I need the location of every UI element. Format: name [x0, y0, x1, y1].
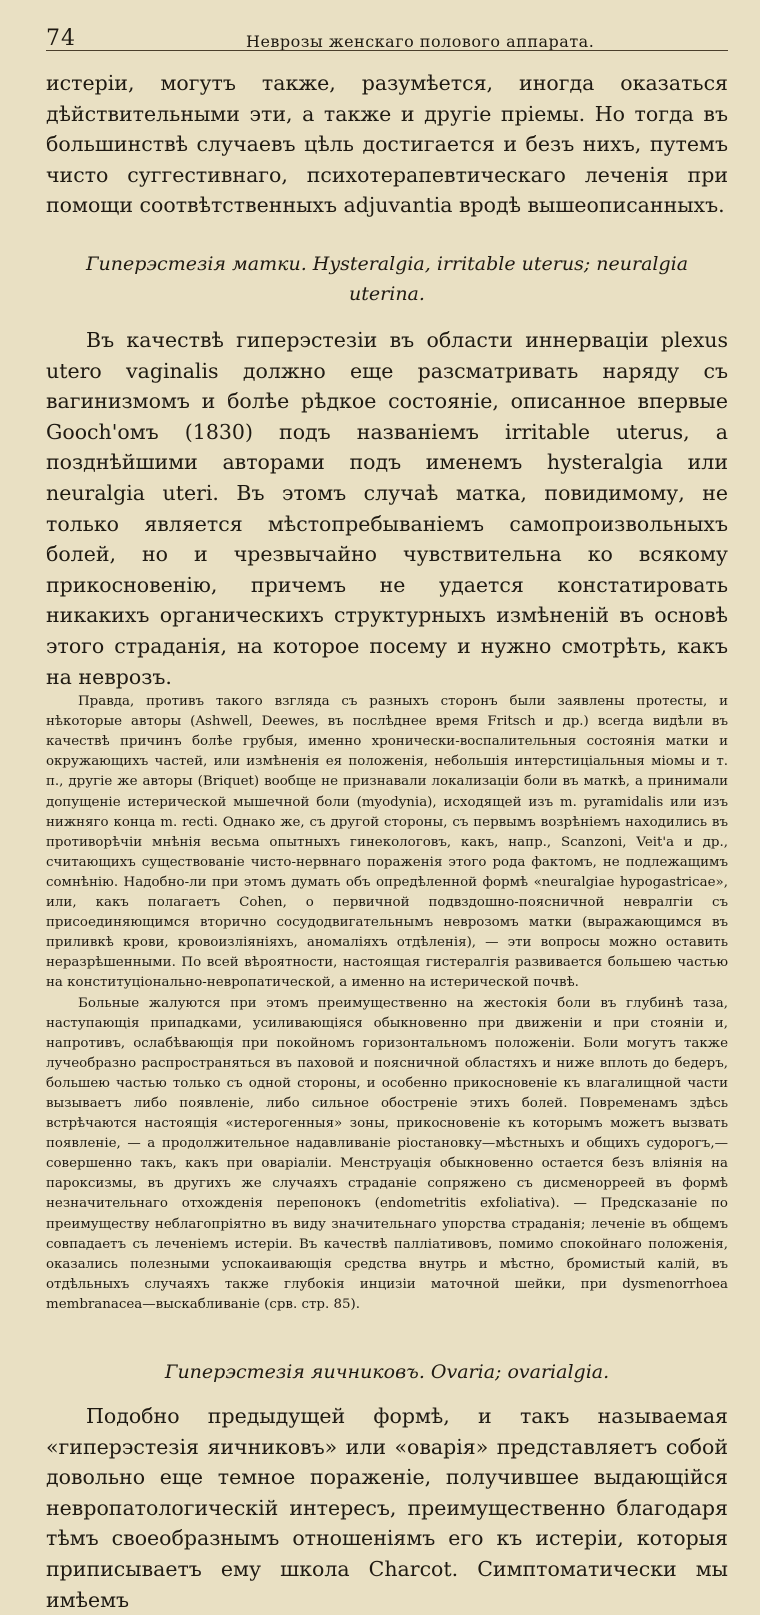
section-heading-ovaria: Гиперэстезія яичниковъ. Ovaria; ovarialgia. — [164, 1361, 610, 1383]
running-title: Неврозы женскаго полового аппарата. — [246, 32, 595, 51]
smallprint-paragraph-1: Правда, противъ такого взгляда съ разныхъ сторонъ были заявлены протесты, и нѣкоторые авторы (Ashwell, Deewes, въ послѣднее время Fritsch и др.) всегда видѣли въ качествѣ причинъ болѣе грубыя, именно хронически-воспалительныя состоянія матки и окружающихъ частей, или измѣненія ея положенія, небольшія интерстиціальныя міомы и т. п., другіе же авторы (Briquet) вообще не признавали локализаціи боли въ маткѣ, а принимали допущеніе истерической мышечной боли (myodynia), исходящей изъ m. pyramidalis или изъ нижняго конца m. recti. Однако же, съ другой стороны, съ первымъ возрѣніемъ находились въ противорѣчіи мнѣнія весьма опытныхъ гинекологовъ, какъ, напр., Scanzoni, Veit'а и др., считающихъ существованіе чисто-нервнаго пораженія этого рода фактомъ, не подлежащимъ сомнѣнію. Надобно-ли при этомъ думать объ опредѣленной формѣ «neuralgiae hypogastricae», или, какъ полагаетъ Cohen, о первичной подвздошно-поясничной невралгіи съ присоединяющимся вторично сосудодвигательнымъ неврозомъ матки (выражающимся въ приливкѣ крови, кровоизліяніяхъ, аномаліяхъ отдѣленія), — эти вопросы можно оставить неразрѣшенными. По всей вѣроятности, настоящая гистералгія развивается большею частью на конституціонально-невропатической, а именно на истерической почвѣ. — [46, 694, 728, 991]
paragraph-hysteralgia: Въ качествѣ гиперэстезіи въ области иннерваціи plexus utero vaginalis должно еще разсматривать наряду съ вагинизмомъ и болѣе рѣдкое состояніе, описанное впервые Gooch'омъ (1830) подъ названіемъ irritable uterus, а позднѣйшими авторами подъ именемъ hysteralgia или neuralgia uteri. Въ этомъ случаѣ матка, повидимому, не только является мѣстопребываніемъ самопроизвольныхъ болей, но и чрезвычайно чувствительна ко всякому прикосновенію, причемъ не удается констатировать никакихъ органическихъ структурныхъ измѣненій въ основѣ этого страданія, на которое посему и нужно смотрѣть, какъ на неврозъ. — [46, 327, 728, 689]
header-rule — [46, 50, 728, 51]
page-body — [46, 68, 728, 1615]
paragraph-ovaria: Подобно предыдущей формѣ, и такъ называемая «гиперэстезія яичниковъ» или «оварія» представляетъ собой довольно еще темное пораженіе, получившее выдающійся невропатологическій интересъ, преимущественно благодаря тѣмъ своеобразнымъ отношеніямъ его къ истеріи, которыя приписываетъ ему школа Charcot. Симптоматически мы имѣемъ — [46, 1404, 728, 1612]
section-heading-hysteralgia: Гиперэстезія матки. Hysteralgia, irritable uterus; neuralgia uterina. — [85, 252, 689, 305]
paragraph-continuation: истеріи, могутъ также, разумѣется, иногда оказаться дѣйствительными эти, а также и другіе пріемы. Но тогда въ большинствѣ случаевъ цѣль достигается и безъ нихъ, путемъ чисто суггестивнаго, психотерапевтическаго леченія при помощи соотвѣтственныхъ adjuvantia вродѣ вышеописанныхъ. — [46, 71, 728, 218]
page-number: 74 — [46, 26, 76, 51]
page-header — [46, 26, 728, 56]
smallprint-paragraph-2: Больные жалуются при этомъ преимущественно на жестокія боли въ глубинѣ таза, наступающія припадками, усиливающіяся обыкновенно при движеніи и при стояніи и, напротивъ, ослабѣвающія при покойномъ горизонтальномъ положеніи. Боли могутъ также лучеобразно распространяться въ паховой и поясничной областяхъ и ниже вплоть до бедеръ, большею частью только съ одной стороны, и особенно прикосновеніе къ влагалищной части вызываетъ либо появленіе, либо сильное обостреніе этихъ болей. Повременамъ здѣсь встрѣчаются настоящія «истерогенныя» зоны, прикосновеніе къ которымъ можетъ вызвать появленіе, — а продолжительное надавливаніе ріостановку—мѣстныхъ и общихъ судорогъ,—совершенно такъ, какъ при оваріаліи. Менструація обыкновенно остается безъ вліянія на пароксизмы, въ другихъ же случаяхъ страданіе сопряжено съ дисменорреей въ формѣ незначительнаго отхожденія перепонокъ (endometritis exfoliativa). — Предсказаніе по преимуществу неблагопріятно въ виду значительнаго упорства страданія; леченіе въ общемъ совпадаетъ съ леченіемъ истеріи. Въ качествѣ палліативовъ, помимо спокойнаго положенія, оказались полезными успокаивающія средства внутрь и мѣстно, бромистый калій, въ отдѣльныхъ случаяхъ также глубокія инцизіи маточной шейки, при dysmenorrhoea membranacea—выскабливаніе (срв. стр. 85). — [46, 995, 728, 1312]
